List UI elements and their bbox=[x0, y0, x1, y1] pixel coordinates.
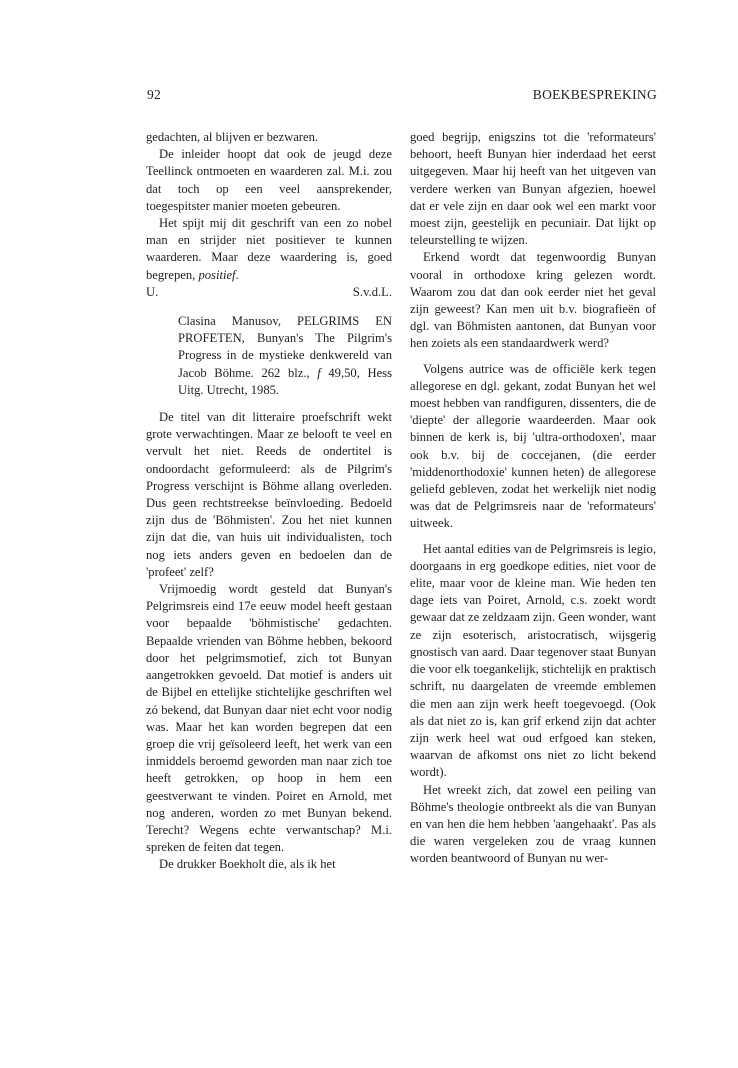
reference-end: 49,50, Hess Uitg. Utrecht, 1985. bbox=[178, 365, 392, 397]
florin-symbol: f bbox=[317, 365, 321, 380]
paragraph-end: . bbox=[235, 267, 239, 282]
paragraph: De inleider hoopt dat ook de jeugd deze Teellinck ontmoeten en waarderen zal. M.i. zou dat toch op een veel aansprekender, toegespitster manier moeten gebeuren. bbox=[146, 147, 392, 213]
signature-line bbox=[146, 284, 392, 301]
paragraph: Volgens autrice was de officiële kerk tegen allegorese en dgl. gekant, zodat Bunyan het wel moest hebben van randfiguren, dissenters, die de 'diepte' der allegorie waardeerden. Maar ook binnen de kerk is, bij 'ultra-orthodoxen', maar ook b.v. bij de coccejanen, (die eerder 'middenorthodoxie' kunnen heten) de allegorese geliefd gebleven, zodat het werkelijk niet nodig was dat de Pelgrimsreis naar de 'reformateurs' uitweek. bbox=[410, 361, 656, 531]
signature-author: S.v.d.L. bbox=[352, 284, 392, 299]
paragraph: Het wreekt zich, dat zowel een peiling van Böhme's theologie ontbreekt als die van Bunyan en van hen die hem hebben 'aangehaakt'. Pas als die waren vergeleken zou de vraag kunnen worden beantwoord of Bunyan nu wer- bbox=[410, 782, 656, 866]
paragraph: goed begrijp, enigszins tot die 'reformateurs' behoort, heeft Bunyan hier inderdaad het eerst uitgegeven. Maar hij heeft van het uitgeven van verdere werken van Bunyan afgezien, hoewel dat er vele zijn en daar ook wel een markt voor moest zijn, geestelijk en pecuniair. Dat lijkt op teleurstelling te wijzen. bbox=[410, 130, 656, 248]
paragraph: Het aantal edities van de Pelgrimsreis is legio, doorgaans in erg goedkope edities, niet voor de elite, maar voor de kleine man. Wie heden ten dage iets van Poiret, Arnold, c.s. zoekt wordt gewaar dat ze zeldzaam zijn. Geen wonder, want ze zijn esoterisch, aristocratisch, wijsgerig gnostisch van aard. Daar tegenover staat Bunyan die voor elk toegankelijk, stichtelijk en praktisch schrift, nu daargelaten de vreemde emblemen die men aan zijn werk heeft toegevoegd. (Ook als dat niet zo is, kan grif erkend zijn dat achter zijn werk heel wat oud erfgoed kan steken, waarvan de afkomst ons niet zo licht bekend wordt). bbox=[410, 541, 656, 780]
paragraph: gedachten, al blijven er bezwaren. bbox=[146, 130, 319, 144]
running-head: BOEKBESPREKING bbox=[532, 87, 657, 102]
reference-text: Clasina Manusov, PELGRIMS EN PROFETEN, Bunyan's The Pilgrim's Progress in de mystieke denkwereld van Jacob Böhme. 262 blz., bbox=[178, 314, 392, 380]
paragraph bbox=[146, 215, 392, 284]
right-column bbox=[410, 129, 656, 868]
paragraph: De titel van dit litteraire proefschrift wekt grote verwachtingen. Maar ze belooft te veel en vervult het niet. Reeds de ondertitel is ondoordacht geformuleerd: als de Pilgrim's Progress verschijnt is Böhme allang overleden. Dus geen rechtstreekse beïnvloeding. Bedoeld zijn dus de 'Böhmisten'. Zou het niet kunnen zijn dat die, van huis uit individualisten, toch nog iets anders geven en bedoelen dan de 'profeet' zelf? bbox=[146, 410, 392, 579]
left-column bbox=[146, 129, 392, 874]
paragraph: De drukker Boekholt die, als ik het bbox=[159, 857, 336, 872]
emphasis-text: positief bbox=[198, 267, 236, 282]
paragraph: Erkend wordt dat tegenwoordig Bunyan vooral in orthodoxe kring gelezen wordt. Waarom zou dat dan ook eerder niet het geval zijn geweest? Kan men uit b.v. biografieën of dgl. van Böhmisten aantonen, dat Bunyan voor hen zoiets als een standaardwerk werd? bbox=[410, 250, 656, 351]
book-reference bbox=[178, 313, 392, 399]
paragraph-text: Het spijt mij dit geschrift van een zo nobel man en strijder niet positiever te kunnen waarderen. Maar deze waardering is, goed begrepen, bbox=[146, 216, 392, 282]
signature-initial: U. bbox=[146, 284, 159, 299]
page-number: 92 bbox=[147, 87, 161, 102]
paragraph: Vrijmoedig wordt gesteld dat Bunyan's Pelgrimsreis eind 17e eeuw model heeft gestaan voor bepaalde 'böhmistische' gedachten. Bepaalde vrienden van Böhme hebben, bekoord door het pelgrimsmotief, zich tot Bunyan aangetrokken gevoeld. Dat motief is anders uit de Bijbel en ettelijke stichtelijke geschriften wel zó bekend, dat Bunyan daar niet echt voor nodig was. Maar het kan worden begrepen dat een groep die vrij geïsoleerd leeft, het werk van een inmiddels beroemd geworden man naar zich toe heeft getrokken, op hoop in hem een geestverwant te vinden. Poiret en Arnold, met nog anderen, worden zo met Bunyan bekend. Terecht? Wegens echte verwantschap? M.i. spreken de feiten dat tegen. bbox=[146, 582, 392, 855]
